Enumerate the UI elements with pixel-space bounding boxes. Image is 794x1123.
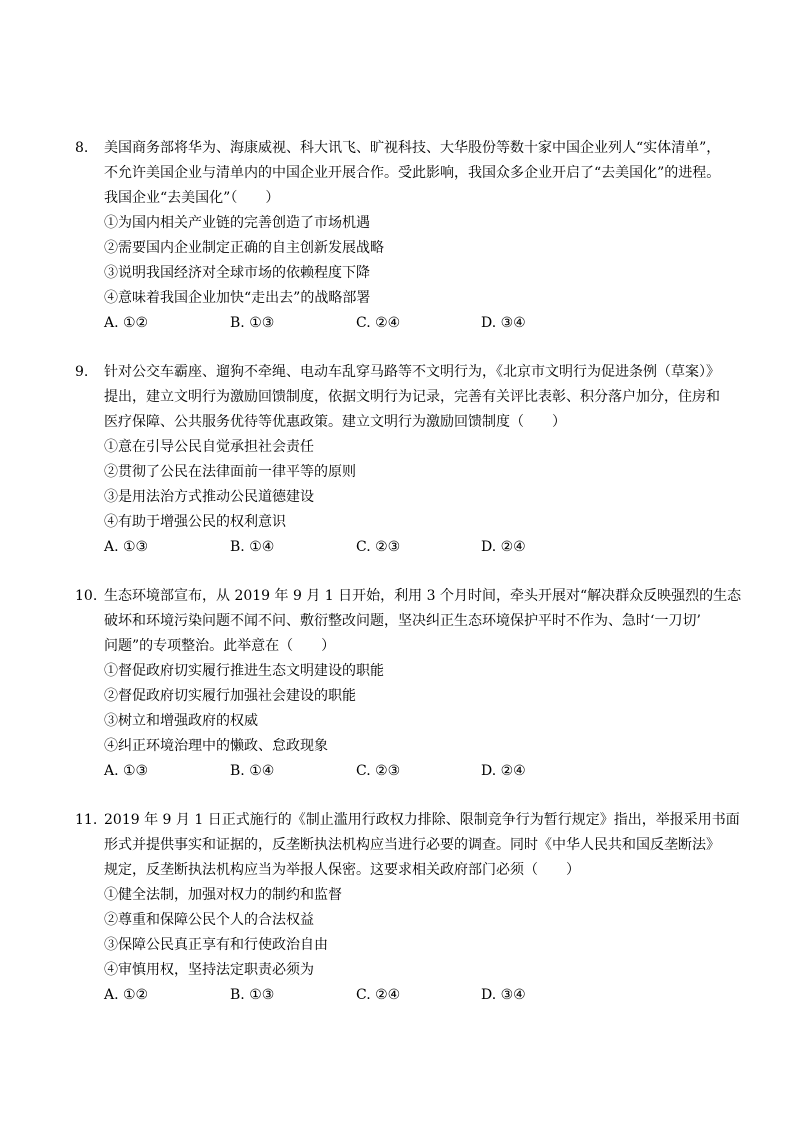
option-b: B. ①③ (230, 315, 275, 331)
question-stem-line: 问题”的专项整治。此举意在（ ） (104, 638, 336, 654)
question-body (104, 584, 744, 784)
option-a: A. ①③ (104, 763, 149, 779)
statement-item: ③是用法治方式推动公民道德建设 (104, 489, 314, 505)
question-stem-line: 形式并提供事实和证据的，反垄断执法机构应当进行必要的调查。同时《中华人民共和国反垄断法》 (104, 837, 720, 853)
option-c: C. ②④ (356, 315, 401, 331)
question-stem-line: 医疗保障、公共服务优待等优惠政策。建立文明行为激励回馈制度（ ） (104, 414, 566, 430)
option-d: D. ③④ (481, 987, 526, 1003)
option-d: D. ③④ (481, 315, 526, 331)
answer-options (104, 535, 744, 560)
option-a: A. ①③ (104, 539, 149, 555)
question-stem-line: 我国企业“去美国化”（ ） (104, 190, 280, 206)
statement-item: ①健全法制，加强对权力的制约和监督 (104, 887, 342, 903)
question-stem-line: 美国商务部将华为、海康威视、科大讯飞、旷视科技、大华股份等数十家中国企业列人“实体清单”， (104, 140, 721, 156)
question-body (104, 360, 744, 560)
question-body (104, 808, 744, 1008)
question-number: 8. (75, 140, 89, 156)
statement-item: ①意在引导公民自觉承担社会责任 (104, 439, 314, 455)
statement-item: ④审慎用权，坚持法定职责必须为 (104, 962, 314, 978)
answer-options (104, 311, 744, 336)
question-stem-line: 不允许美国企业与清单内的中国企业开展合作。受此影响，我国众多企业开启了“去美国化”的进程。 (104, 165, 721, 181)
statement-item: ①为国内相关产业链的完善创造了市场机遇 (104, 215, 370, 231)
option-c: C. ②③ (356, 763, 401, 779)
answer-options (104, 759, 744, 784)
statement-item: ①督促政府切实履行推进生态文明建设的职能 (104, 663, 384, 679)
question-stem-line: 生态环境部宣布，从 2019 年 9 月 1 日开始，利用 3 个月时间，牵头开展对“解决群众反映强烈的生态 (104, 588, 742, 604)
question-number: 9. (75, 364, 89, 380)
option-c: C. ②③ (356, 539, 401, 555)
option-c: C. ②④ (356, 987, 401, 1003)
statement-item: ②尊重和保障公民个人的合法权益 (104, 912, 314, 928)
question-stem-line: 破坏和环境污染问题不闻不问、敷衍整改问题，坚决纠正生态环境保护平时不作为、急时‘一刀切’ (104, 613, 701, 629)
option-b: B. ①③ (230, 987, 275, 1003)
statement-item: ②需要国内企业制定正确的自主创新发展战略 (104, 240, 384, 256)
statement-item: ③保障公民真正享有和行使政治自由 (104, 937, 328, 953)
option-b: B. ①④ (230, 539, 275, 555)
answer-options (104, 983, 744, 1008)
statement-item: ④有助于增强公民的权利意识 (104, 514, 286, 530)
statement-item: ④纠正环境治理中的懒政、怠政现象 (104, 738, 328, 754)
statement-item: ③树立和增强政府的权威 (104, 713, 258, 729)
statement-item: ②督促政府切实履行加强社会建设的职能 (104, 688, 356, 704)
question-stem-line: 针对公交车霸座、遛狗不牵绳、电动车乱穿马路等不文明行为，《北京市文明行为促进条例（草案）》 (104, 364, 720, 380)
question-stem-line: 提出，建立文明行为激励回馈制度，依据文明行为记录，完善有关评比表彰、积分落户加分，住房和 (104, 389, 720, 405)
question-stem-line: 2019 年 9 月 1 日正式施行的《制止滥用行政权力排除、限制竞争行为暂行规定》指出，举报采用书面 (104, 812, 740, 828)
statement-item: ③说明我国经济对全球市场的依赖程度下降 (104, 265, 370, 281)
question-stem-line: 规定，反垄断执法机构应当为举报人保密。这要求相关政府部门必须（ ） (104, 862, 580, 878)
statement-item: ④意味着我国企业加快“走出去”的战略部署 (104, 290, 371, 306)
question-number: 10. (75, 588, 98, 604)
option-b: B. ①④ (230, 763, 275, 779)
statement-item: ②贯彻了公民在法律面前一律平等的原则 (104, 464, 356, 480)
option-d: D. ②④ (481, 763, 526, 779)
option-a: A. ①② (104, 315, 149, 331)
option-a: A. ①② (104, 987, 149, 1003)
question-number: 11. (75, 812, 98, 828)
question-body (104, 136, 744, 336)
option-d: D. ②④ (481, 539, 526, 555)
